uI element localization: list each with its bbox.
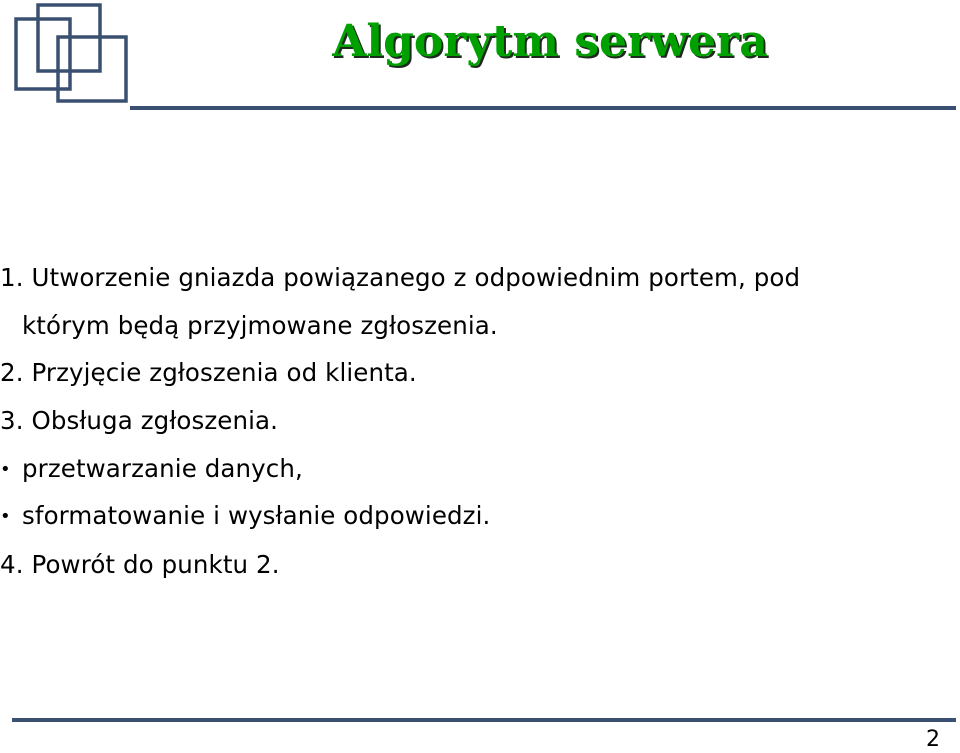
page-number: 2 bbox=[926, 727, 940, 752]
step-1-line-2: którym będą przyjmowane zgłoszenia. bbox=[22, 311, 498, 340]
top-divider bbox=[130, 106, 956, 110]
list-item bbox=[0, 501, 491, 530]
list-item bbox=[0, 454, 303, 483]
step-2: 2. Przyjęcie zgłoszenia od klienta. bbox=[0, 358, 417, 387]
step-1-line-1: 1. Utworzenie gniazda powiązanego z odpowiednim portem, pod bbox=[0, 263, 801, 292]
overlapping-squares-icon bbox=[14, 3, 130, 105]
bullet-icon: • bbox=[0, 459, 11, 480]
step-3: 3. Obsługa zgłoszenia. bbox=[0, 406, 279, 435]
bullet-icon: • bbox=[0, 506, 11, 527]
bullet-text: sformatowanie i wysłanie odpowiedzi. bbox=[22, 501, 491, 530]
bottom-divider bbox=[12, 718, 956, 722]
step-4: 4. Powrót do punktu 2. bbox=[0, 550, 280, 579]
bullet-text: przetwarzanie danych, bbox=[22, 454, 303, 483]
slide-title: Algorytm serwera bbox=[332, 16, 768, 67]
